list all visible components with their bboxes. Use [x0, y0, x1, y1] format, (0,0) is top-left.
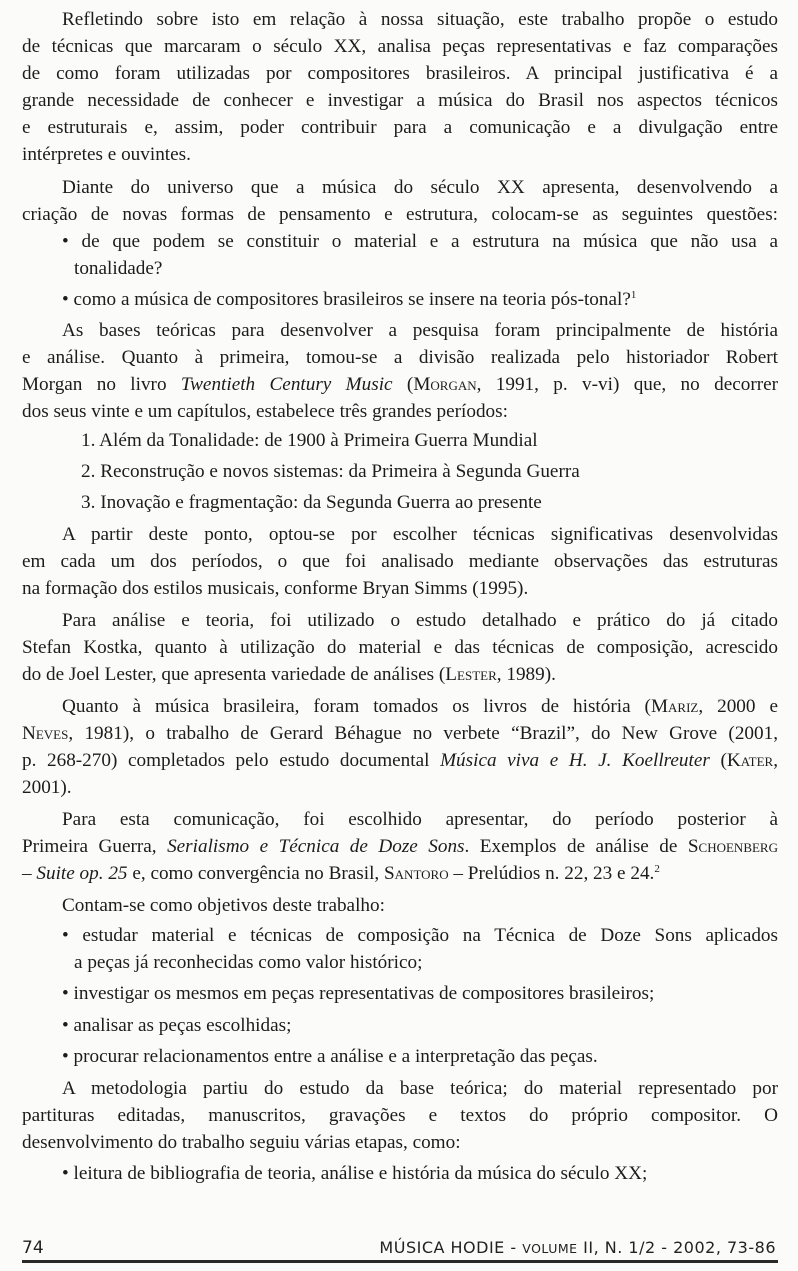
running-footer: [379, 1238, 776, 1257]
page-number: 74: [22, 1238, 44, 1258]
text: Primeira Guerra,: [22, 836, 168, 857]
paragraph-line: intérpretes e ouvintes.: [22, 144, 191, 165]
book-title: Twentieth Century Music: [180, 374, 393, 395]
text: (: [709, 750, 727, 771]
text: , 1981), o trabalho de Gerard Béhague no verbete “Brazil”, do New Grove (2001,: [68, 723, 778, 744]
composer-name: Santoro: [384, 863, 449, 884]
book-title: Música viva e H. J. Koellreuter: [440, 750, 710, 771]
paragraph-line: na formação dos estilos musicais, conforme Bryan Simms (1995).: [22, 578, 529, 599]
period-item: 3. Inovação e fragmentação: da Segunda Guerra ao presente: [81, 492, 542, 513]
work-title: Suite op. 25: [36, 863, 128, 884]
paragraph-line: partituras editadas, manuscritos, gravações e textos do próprio compositor. O: [22, 1105, 778, 1126]
text: Morgan no livro: [22, 374, 181, 395]
paragraph-line: [22, 693, 778, 720]
objective-item-continuation: a peças já reconhecidas como valor histórico;: [74, 952, 423, 973]
text: Quanto à música brasileira, foram tomados os livros de história (: [62, 696, 651, 717]
text: , 1989).: [496, 664, 556, 685]
question-item: [62, 286, 778, 313]
text: do de Joel Lester, que apresenta variedade de análises (: [22, 664, 446, 685]
citation-author: Kater: [726, 750, 774, 771]
text: e, como convergência no Brasil,: [127, 863, 384, 884]
paragraph-line: A partir deste ponto, optou-se por escolher técnicas significativas desenvolvidas: [62, 524, 778, 545]
paragraph-line: [22, 371, 778, 398]
text: – Prelúdios n. 22, 23 e 24.: [448, 863, 655, 884]
paragraph-line: Para esta comunicação, foi escolhido apresentar, do período posterior à: [62, 809, 778, 830]
paragraph-line: As bases teóricas para desenvolver a pesquisa foram principalmente de história: [62, 320, 778, 341]
text: p. 268-270) completados pelo estudo documental: [22, 750, 441, 771]
paragraph-line: [22, 747, 778, 774]
footnote-marker[interactable]: 2: [654, 863, 660, 875]
footnote-marker[interactable]: 1: [630, 289, 637, 301]
question-item: • de que podem se constituir o material e a estrutura na música que não usa a: [62, 231, 778, 252]
volume-label: VOLUME: [522, 1241, 578, 1256]
objective-item: • estudar material e técnicas de composição na Técnica de Doze Sons aplicados: [62, 925, 778, 946]
citation-author: Neves: [22, 723, 69, 744]
paragraph-line: em cada um dos períodos, o que foi analisado mediante observações das estruturas: [22, 551, 778, 572]
issue-info: II, N. 1/2 - 2002, 73-86: [577, 1238, 776, 1257]
citation-author: Lester: [445, 664, 497, 685]
question-item-continuation: tonalidade?: [74, 258, 163, 279]
journal-name: MÚSICA HODIE -: [379, 1238, 523, 1257]
text: . Exemplos de análise de: [464, 836, 688, 857]
paragraph-line: de como foram utilizadas por compositores brasileiros. A principal justificativa é a: [22, 63, 778, 84]
paragraph-line: Para análise e teoria, foi utilizado o estudo detalhado e prático do já citado: [62, 610, 778, 631]
text: , 1991, p. v-vi) que, no decorrer: [476, 374, 779, 395]
paragraph-line: e análise. Quanto à primeira, tomou-se a divisão realizada pelo historiador Robert: [22, 347, 778, 368]
question-text: • como a música de compositores brasileiros se insere na teoria pós-tonal?: [62, 289, 631, 310]
paragraph-line: de técnicas que marcaram o século XX, analisa peças representativas e faz comparações: [22, 36, 778, 57]
paragraph-line: A metodologia partiu do estudo da base teórica; do material representado por: [62, 1078, 778, 1099]
text: (: [392, 374, 414, 395]
paragraph-line: [22, 833, 778, 860]
text: –: [22, 863, 37, 884]
period-item: 1. Além da Tonalidade: de 1900 à Primeira Guerra Mundial: [81, 430, 538, 451]
text: ,: [773, 750, 778, 771]
objective-item: • procurar relacionamentos entre a análise e a interpretação das peças.: [62, 1046, 598, 1067]
citation-author: Morgan: [413, 374, 477, 395]
paragraph-line: Stefan Kostka, quanto à utilização do material e das técnicas de composição, acrescido: [22, 637, 778, 658]
topic-title: Serialismo e Técnica de Doze Sons: [167, 836, 465, 857]
period-item: 2. Reconstrução e novos sistemas: da Primeira à Segunda Guerra: [81, 461, 580, 482]
paragraph-line: Refletindo sobre isto em relação à nossa situação, este trabalho propõe o estudo: [62, 9, 778, 30]
step-item: • leitura de bibliografia de teoria, análise e história da música do século XX;: [62, 1163, 648, 1184]
citation-author: Mariz: [650, 696, 699, 717]
paragraph-line: desenvolvimento do trabalho seguiu várias etapas, como:: [22, 1132, 461, 1153]
paragraph-line: e estruturais e, assim, poder contribuir para a comunicação e a divulgação entre: [22, 117, 778, 138]
composer-name: Schoenberg: [687, 836, 778, 857]
paragraph-line: [22, 661, 778, 688]
paragraph-line: Diante do universo que a música do século XX apresenta, desenvolvendo a: [62, 177, 778, 198]
paragraph-line: Contam-se como objetivos deste trabalho:: [62, 895, 385, 916]
objective-item: • investigar os mesmos em peças representativas de compositores brasileiros;: [62, 983, 655, 1004]
paragraph-line: criação de novas formas de pensamento e estrutura, colocam-se as seguintes questões:: [22, 204, 778, 225]
paragraph-line: [22, 720, 778, 747]
text: , 2000 e: [698, 696, 778, 717]
paragraph-line: 2001).: [22, 777, 72, 798]
objective-item: • analisar as peças escolhidas;: [62, 1015, 292, 1036]
paragraph-line: grande necessidade de conhecer e investigar a música do Brasil nos aspectos técnicos: [22, 90, 778, 111]
footer-rule: [22, 1260, 778, 1263]
paragraph-line: dos seus vinte e um capítulos, estabelece três grandes períodos:: [22, 401, 508, 422]
paragraph-line: [22, 860, 778, 887]
